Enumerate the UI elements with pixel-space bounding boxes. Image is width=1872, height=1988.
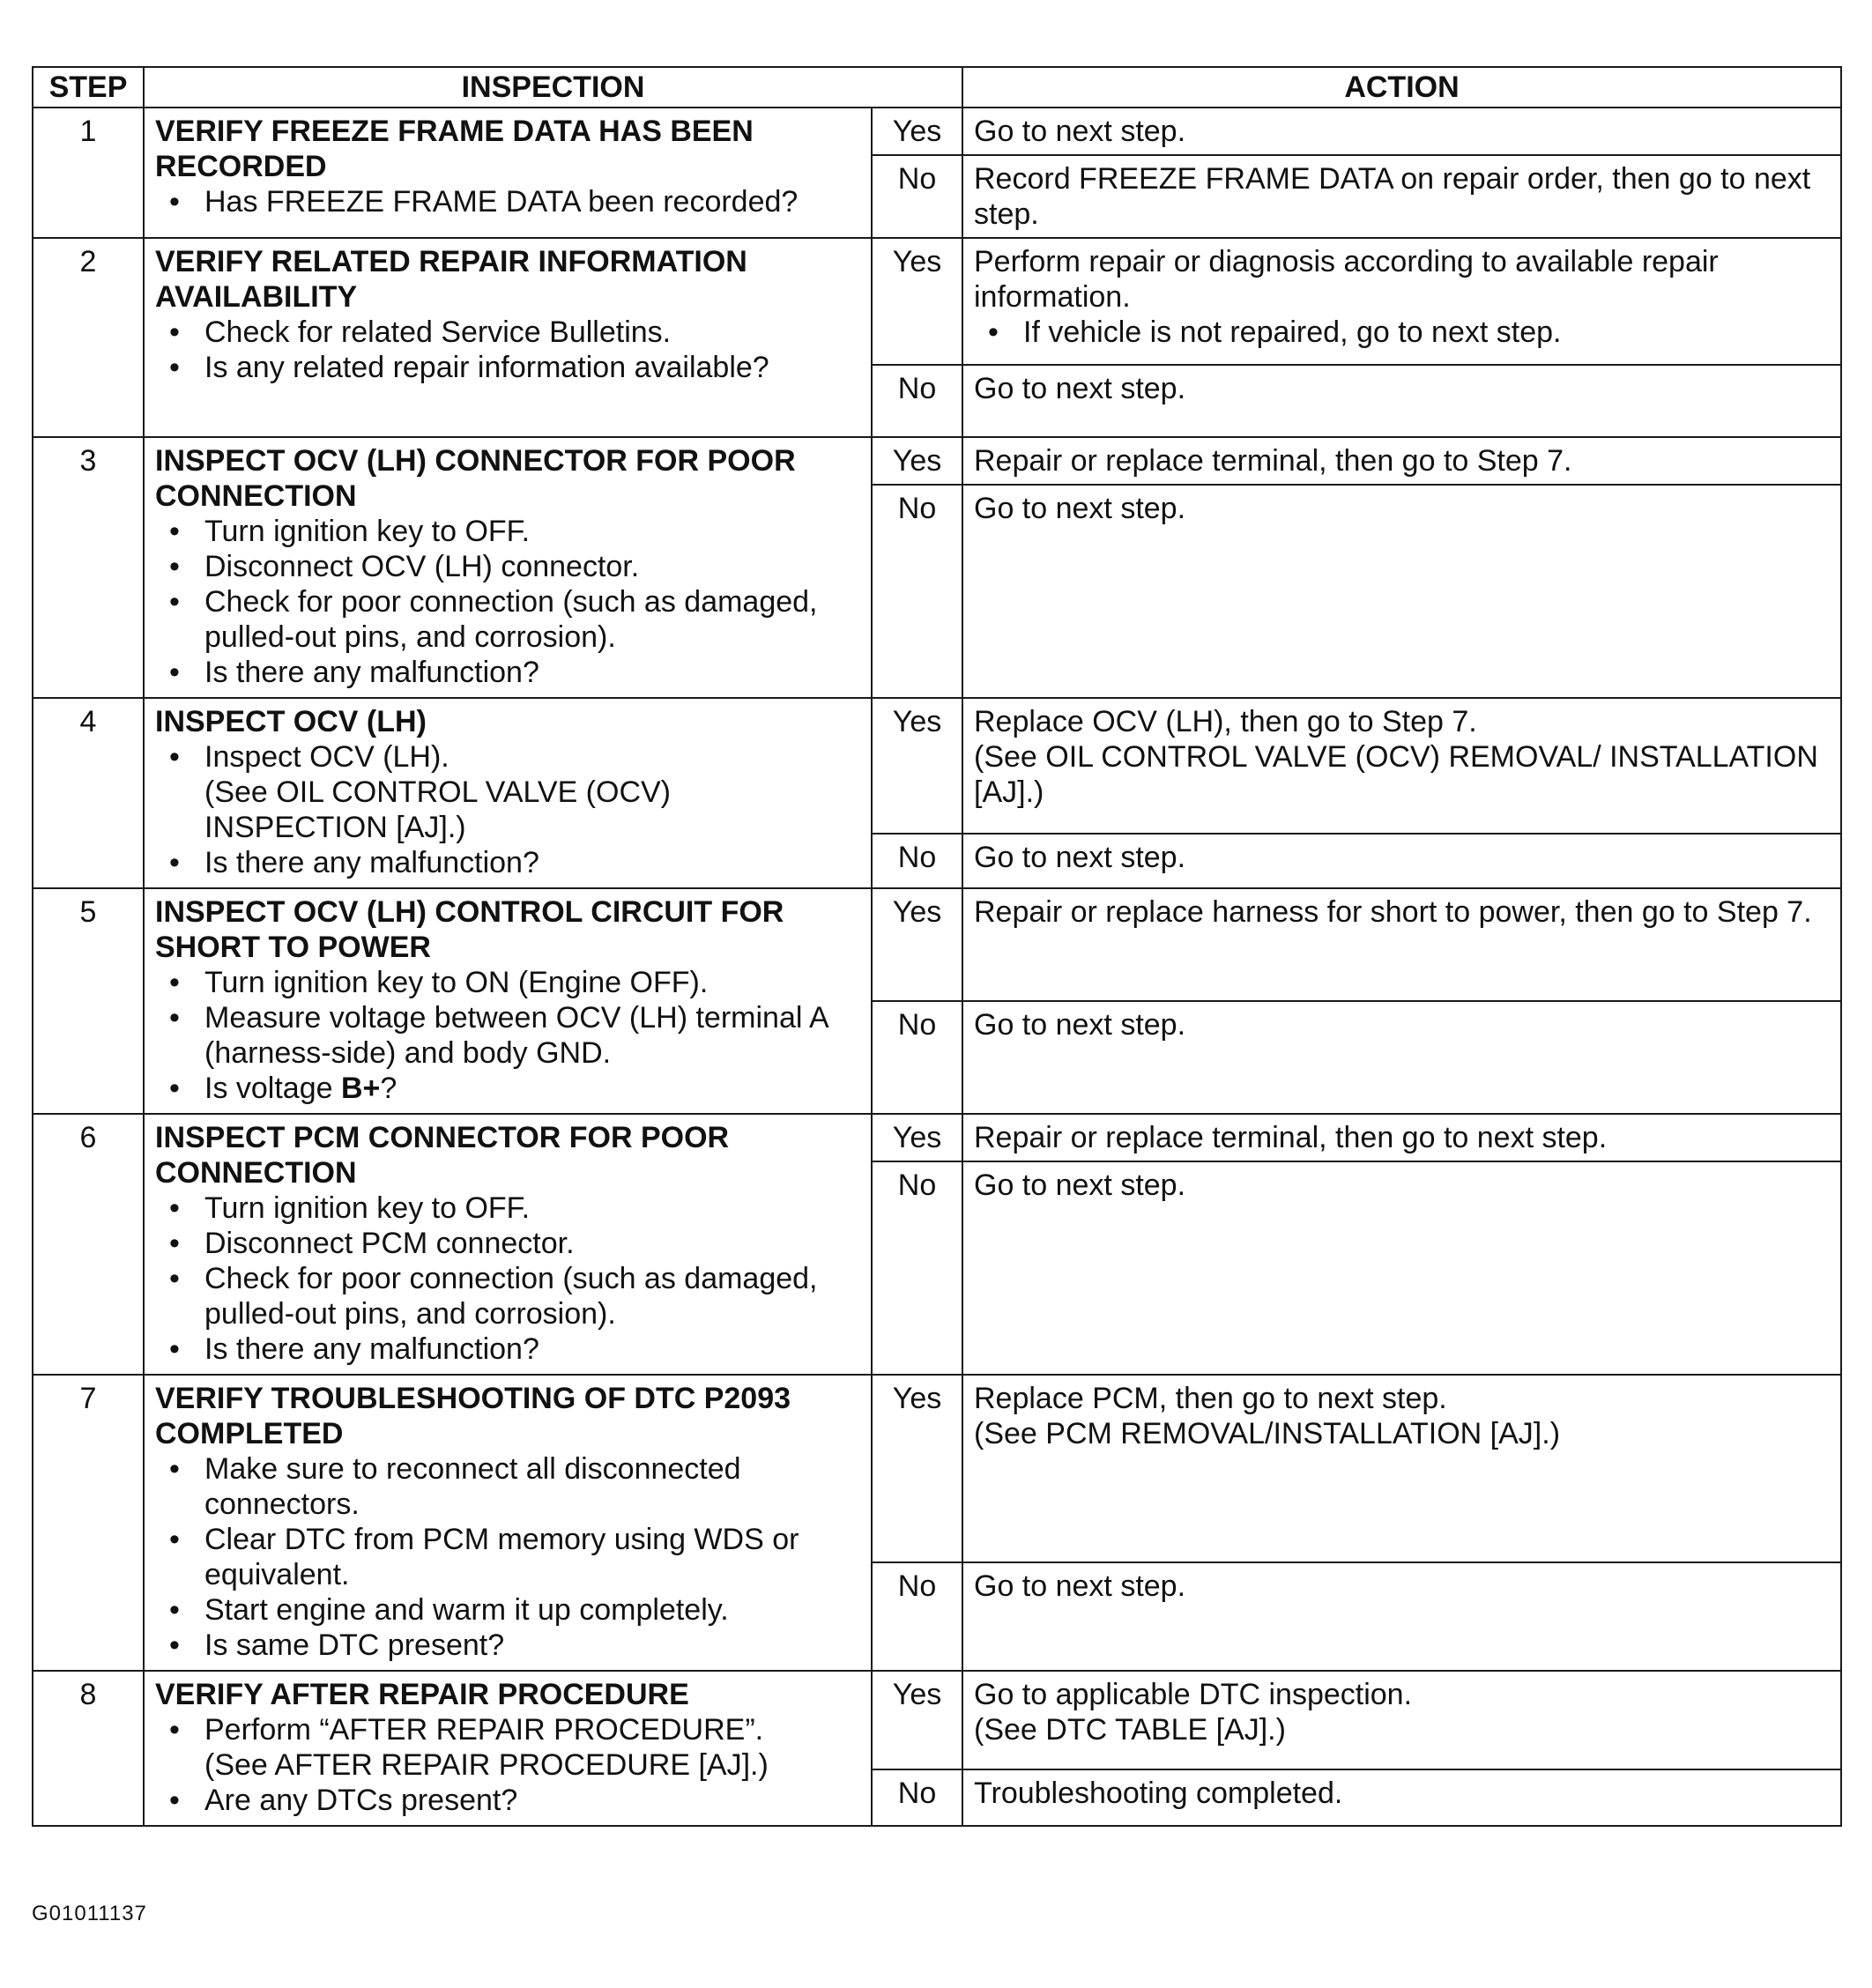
inspection-cell bbox=[144, 888, 872, 1114]
yes-action: Repair or replace harness for short to power, then go to Step 7. bbox=[962, 888, 1841, 1001]
no-action: Troubleshooting completed. bbox=[962, 1769, 1841, 1826]
list-item: • Turn ignition key to OFF. bbox=[204, 514, 860, 549]
list-item: • Measure voltage between OCV (LH) terminal A (harness-side) and body GND. bbox=[204, 1000, 860, 1071]
list-item: • Disconnect PCM connector. bbox=[204, 1226, 860, 1261]
list-item bbox=[204, 1712, 860, 1783]
no-action: Go to next step. bbox=[962, 1562, 1841, 1671]
list-item bbox=[204, 739, 860, 845]
list-item: • Disconnect OCV (LH) connector. bbox=[204, 549, 860, 584]
yes-action: Replace PCM, then go to next step. bbox=[974, 1382, 1447, 1415]
inspection-bullets bbox=[155, 1451, 860, 1663]
table-row bbox=[33, 888, 1841, 1001]
inspection-title: VERIFY TROUBLESHOOTING OF DTC P2093 COMPLETED bbox=[155, 1382, 791, 1450]
bullet-reference: (See OIL CONTROL VALVE (OCV) INSPECTION [AJ].) bbox=[204, 775, 672, 844]
yes-label: Yes bbox=[872, 698, 962, 834]
bullet-text: • Inspect OCV (LH). bbox=[204, 740, 449, 774]
list-item: • Start engine and warm it up completely. bbox=[204, 1592, 860, 1628]
bullet-text: • Perform “AFTER REPAIR PROCEDURE”. bbox=[204, 1713, 764, 1747]
table-row bbox=[33, 238, 1841, 365]
inspection-title: VERIFY AFTER REPAIR PROCEDURE bbox=[155, 1678, 689, 1711]
yes-action-cell bbox=[962, 1375, 1841, 1562]
yes-action: Replace OCV (LH), then go to Step 7. bbox=[974, 705, 1477, 738]
yes-label: Yes bbox=[872, 437, 962, 485]
table-row bbox=[33, 1114, 1841, 1161]
inspection-cell bbox=[144, 698, 872, 888]
table-row bbox=[33, 1671, 1841, 1769]
no-action: Go to next step. bbox=[962, 1161, 1841, 1375]
inspection-cell bbox=[144, 437, 872, 698]
inspection-title: VERIFY FREEZE FRAME DATA HAS BEEN RECORDED bbox=[155, 115, 754, 183]
no-action: Go to next step. bbox=[962, 834, 1841, 888]
yes-action-reference: (See DTC TABLE [AJ].) bbox=[974, 1713, 1286, 1747]
no-label: No bbox=[872, 155, 962, 238]
inspection-title: INSPECT OCV (LH) CONNECTOR FOR POOR CONNECTION bbox=[155, 444, 796, 513]
bullet-text-end: ? bbox=[380, 1072, 397, 1105]
list-item: • Is same DTC present? bbox=[204, 1628, 860, 1663]
yes-label: Yes bbox=[872, 1114, 962, 1161]
yes-label: Yes bbox=[872, 1375, 962, 1562]
inspection-bullets bbox=[155, 739, 860, 880]
inspection-cell bbox=[144, 108, 872, 238]
no-label: No bbox=[872, 1769, 962, 1826]
list-item: • Are any DTCs present? bbox=[204, 1783, 860, 1818]
step-number: 2 bbox=[33, 238, 144, 437]
no-action: Go to next step. bbox=[962, 485, 1841, 698]
yes-action-cell bbox=[962, 1671, 1841, 1769]
inspection-bullets bbox=[155, 514, 860, 690]
inspection-title: INSPECT OCV (LH) bbox=[155, 705, 427, 738]
list-item: • Is there any malfunction? bbox=[204, 1332, 860, 1367]
list-item: • Turn ignition key to OFF. bbox=[204, 1191, 860, 1226]
list-item: • Check for poor connection (such as damaged, pulled-out pins, and corrosion). bbox=[204, 1261, 860, 1332]
inspection-bullets bbox=[155, 1712, 860, 1818]
table-row bbox=[33, 1375, 1841, 1562]
yes-label: Yes bbox=[872, 238, 962, 365]
step-number: 4 bbox=[33, 698, 144, 888]
step-number: 5 bbox=[33, 888, 144, 1114]
inspection-cell bbox=[144, 1375, 872, 1671]
list-item: • Check for poor connection (such as damaged, pulled-out pins, and corrosion). bbox=[204, 584, 860, 655]
inspection-cell bbox=[144, 238, 872, 437]
step-number: 1 bbox=[33, 108, 144, 238]
table-row bbox=[33, 698, 1841, 834]
no-label: No bbox=[872, 1001, 962, 1114]
inspection-bullets bbox=[155, 965, 860, 1106]
inspection-title: INSPECT OCV (LH) CONTROL CIRCUIT FOR SHORT TO POWER bbox=[155, 895, 784, 964]
bullet-reference: (See AFTER REPAIR PROCEDURE [AJ].) bbox=[204, 1748, 769, 1782]
yes-label: Yes bbox=[872, 1671, 962, 1769]
no-label: No bbox=[872, 1562, 962, 1671]
list-item: • Is there any malfunction? bbox=[204, 845, 860, 880]
list-item: • Clear DTC from PCM memory using WDS or equivalent. bbox=[204, 1522, 860, 1592]
list-item: • Is any related repair information available? bbox=[204, 350, 860, 385]
no-action: Go to next step. bbox=[962, 1001, 1841, 1114]
yes-action-reference: (See OIL CONTROL VALVE (OCV) REMOVAL/ INSTALLATION [AJ].) bbox=[974, 740, 1818, 809]
inspection-title: VERIFY RELATED REPAIR INFORMATION AVAILABILITY bbox=[155, 245, 747, 314]
yes-action: Perform repair or diagnosis according to available repair information. bbox=[974, 245, 1719, 314]
yes-action: Repair or replace terminal, then go to Step 7. bbox=[962, 437, 1841, 485]
diagnostic-procedure-sheet bbox=[32, 66, 1840, 1827]
list-item bbox=[204, 1071, 860, 1106]
list-item: • Turn ignition key to ON (Engine OFF). bbox=[204, 965, 860, 1000]
yes-action: Go to next step. bbox=[962, 108, 1841, 155]
table-row bbox=[33, 437, 1841, 485]
action-bullets bbox=[974, 315, 1830, 350]
list-item: • If vehicle is not repaired, go to next step. bbox=[1023, 315, 1830, 350]
yes-label: Yes bbox=[872, 108, 962, 155]
yes-action-cell bbox=[962, 238, 1841, 365]
list-item: • Make sure to reconnect all disconnected connectors. bbox=[204, 1451, 860, 1522]
inspection-cell bbox=[144, 1671, 872, 1826]
diagnostic-table bbox=[32, 66, 1842, 1827]
step-number: 3 bbox=[33, 437, 144, 698]
header-action: ACTION bbox=[962, 67, 1841, 108]
step-number: 8 bbox=[33, 1671, 144, 1826]
figure-id: G01011137 bbox=[32, 1902, 147, 1925]
inspection-bullets bbox=[155, 184, 860, 219]
inspection-bullets bbox=[155, 315, 860, 385]
inspection-title: INSPECT PCM CONNECTOR FOR POOR CONNECTION bbox=[155, 1121, 730, 1190]
header-step: STEP bbox=[33, 67, 144, 108]
no-action: Go to next step. bbox=[962, 365, 1841, 437]
yes-action-cell bbox=[962, 698, 1841, 834]
list-item: • Has FREEZE FRAME DATA been recorded? bbox=[204, 184, 860, 219]
yes-label: Yes bbox=[872, 888, 962, 1001]
yes-action: Repair or replace terminal, then go to next step. bbox=[962, 1114, 1841, 1161]
table-row bbox=[33, 108, 1841, 155]
list-item: • Check for related Service Bulletins. bbox=[204, 315, 860, 350]
yes-action: Go to applicable DTC inspection. bbox=[974, 1678, 1413, 1711]
voltage-value: B+ bbox=[340, 1072, 381, 1105]
inspection-bullets bbox=[155, 1191, 860, 1367]
no-label: No bbox=[872, 485, 962, 698]
step-number: 7 bbox=[33, 1375, 144, 1671]
no-action: Record FREEZE FRAME DATA on repair order, then go to next step. bbox=[962, 155, 1841, 238]
no-label: No bbox=[872, 365, 962, 437]
yes-action-reference: (See PCM REMOVAL/INSTALLATION [AJ].) bbox=[974, 1417, 1561, 1450]
no-label: No bbox=[872, 834, 962, 888]
header-inspection: INSPECTION bbox=[144, 67, 962, 108]
bullet-text: Is voltage bbox=[204, 1072, 341, 1105]
no-label: No bbox=[872, 1161, 962, 1375]
table-header-row bbox=[33, 67, 1841, 108]
inspection-cell bbox=[144, 1114, 872, 1375]
list-item: • Is there any malfunction? bbox=[204, 655, 860, 690]
step-number: 6 bbox=[33, 1114, 144, 1375]
